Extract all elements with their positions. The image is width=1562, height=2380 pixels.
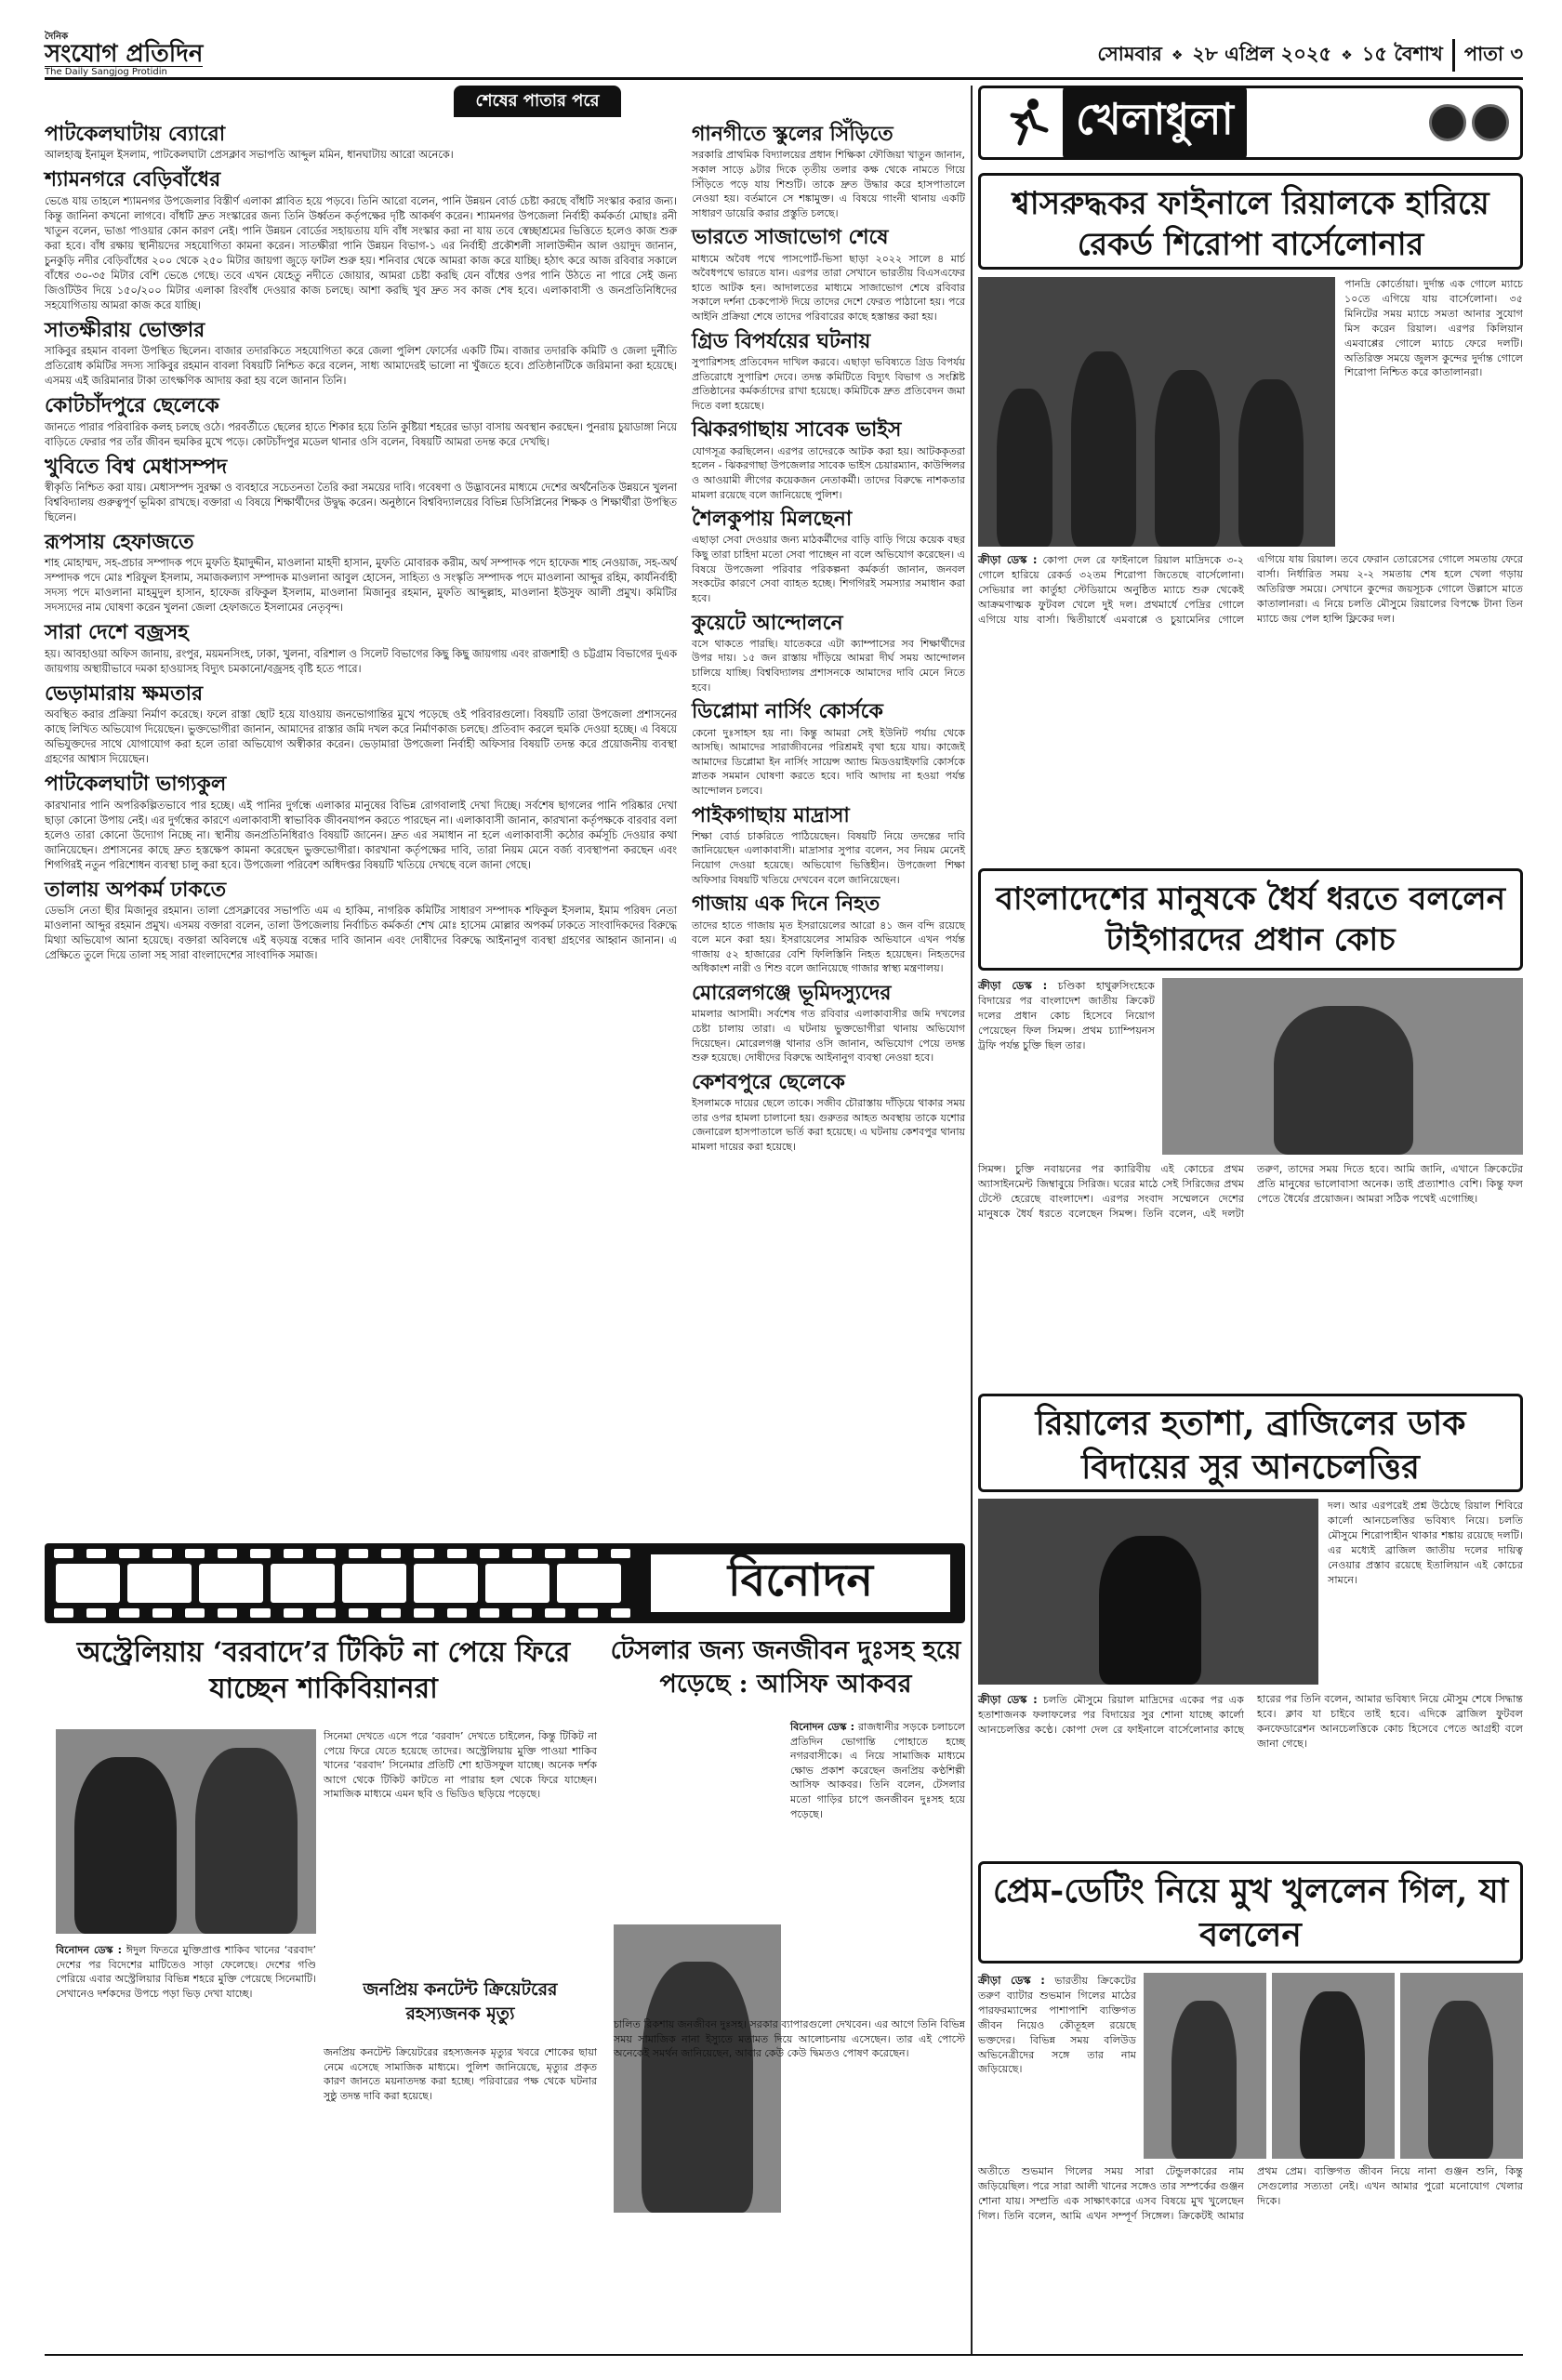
news-title: মোরেলগঞ্জে ভূমিদস্যুদের	[692, 981, 892, 1006]
news-title: গানগীতে স্কুলের সিঁড়িতে	[692, 122, 894, 146]
news-body: ভেঙে যায় তাহলে শ্যামনগর উপজেলার বিস্তীর্ণ এলাকা প্লাবিত হয়ে পড়বে। তিনি আরো বলেন, পানি উন্নয়ন বোর্ড চেষ্টা করছে বাঁধটি সংস্কার করার জন্য। কিন্তু জানিনা কখনো লাগবে। বাঁধটি দ্রুত সংস্কারের জন্য তিনি উর্ধ্বতন কর্তৃপক্ষের দৃষ্টি আকর্ষণ করেন। শ্যামনগর উপজেলা নির্বাহী কর্মকর্তা মোছাঃ রনী খাতুন বলেন, ভাঙা পাওয়ার কোন কারণ নেই। পানি উন্নয়ন বোর্ডের সহায়তায় যদি বাঁধ সংস্কার করা না যায় তবে স্বেচ্ছাশ্রমের ভিত্তিতে হলেও কাজ শুরু করা হবে। বাঁধ রক্ষায় স্থানীয়দের সহযোগিতা কামনা করেন। সাতক্ষীরা পানি উন্নয়ন বিভাগ-১ এর নির্বাহী প্রকৌশলী সালাউদ্দীন আল ওয়াদুদ জানান, চুনকুড়ি নদীর বেড়িবাঁধের ২০০ থেকে ২৫০ মিটার জায়গা জুড়ে ফাটল শুরু হয়। শনিবার থেকে আমরা কাজ করে যাচ্ছি। হঠাৎ করে আজ রবিবার সকালে বাঁধের ৩০-৩৫ মিটার বেশি ভেঙে গেছে। তবে এখন যেহেতু নদীতে জোয়ার, আমরা চেষ্টা করছি যেন বাঁধের ওপর পানি উঠতে না পারে সেই জন্য জিওটিউব দিয়ে ১৫০/২০০ মিটার এলাকা রিংবাঁধ দেওয়ার কাজ চলছে। আশা করছি খুব দ্রুত সব কাজ শেষ হবে। এলাকাবাসী ও জনপ্রতিনিধিদের সহযোগিতায় আমরা কাজ করে যাচ্ছি।	[45, 194, 677, 311]
sports-banner	[978, 86, 1523, 160]
news-title: পাটকেলঘাটায় ব্যোরো	[45, 122, 226, 146]
news-item	[692, 418, 965, 502]
news-body: আলহাজ্ব ইনামুল ইসলাম, পাটকেলঘাটা প্রেসক্লাব সভাপতি আব্দুল মমিন, ধানঘাটায় আরো অনেকে।	[45, 149, 454, 162]
news-item	[692, 226, 965, 324]
sports-balls-icon	[1429, 104, 1520, 141]
barcelona-celebration-photo	[978, 277, 1335, 547]
story-text: পানদ্রি কোর্তোয়া। দুর্দান্ত এক গোলে ম্যাচে ১০তে এগিয়ে যায় বার্সেলোনা। ৩৫ মিনিটের সময় ম্যাচে সমতা আনার সুযোগ মিস করেন রিয়াল। এরপর কিলিয়ান এমবাপ্পের গোলে ম্যাচে ফেরে দলটি। অতিরিক্ত সময়ে জুলস কুন্দের দুর্দান্ত গোলে শিরোপা নিশ্চিত করে কাতালানরা।	[1344, 278, 1523, 379]
date-english: ২৮ এপ্রিল ২০২৫	[1192, 43, 1332, 65]
news-title: পাটকেলঘাটা ভাগ্যকুল	[45, 772, 227, 797]
news-item	[692, 612, 965, 695]
news-body: এছাড়া সেবা দেওয়ার জন্য মাঠকর্মীদের বাড়ি বাড়ি গিয়ে কয়েক বছর কিছু তারা চাহিদা মতো সেবা পাচ্ছেন না বলে অভিযোগ করেছেন। এ বিষয়ে উপজেলা পরিবার পরিকল্পনা কর্মকর্তা জানান, জনবল সংকটের কারণে সেবা ব্যাহত হচ্ছে। শিগগিরই সমস্যার সমাধান করা হবে।	[692, 534, 965, 604]
news-title: শ্যামনগরে বেড়িবাঁধের	[45, 167, 221, 192]
headline-simmons: বাংলাদেশের মানুষকে ধৈর্য ধরতে বললেন টাইগারদের প্রধান কোচ	[978, 868, 1523, 971]
news-title: গাজায় এক দিনে নিহত	[692, 892, 880, 917]
news-body: যোগসূত্র করছিলেন। এরপর তাদেরকে আটক করা হয়। আটককৃতরা হলেন - ঝিকরগাছা উপজেলার সাবেক ভাইস চেয়ারম্যান, কাউন্সিলর ও আওয়ামী লীগের কয়েকজন নেতাকর্মী। তাদের বিরুদ্ধে নাশকতার মামলা রয়েছে বলে জানিয়েছে পুলিশ।	[692, 444, 965, 501]
story-shakib-body	[324, 1729, 597, 1802]
runner-icon	[998, 95, 1053, 151]
subheadline-content-creator: জনপ্রিয় কনটেন্ট ক্রিয়েটরের রহস্যজনক মৃত্যু	[363, 1979, 558, 2024]
news-item	[45, 879, 677, 963]
person-photo	[1144, 1973, 1266, 2159]
film-frames	[56, 1564, 621, 1603]
news-body: স্বীকৃতি নিশ্চিত করা যায়। মেধাসম্পদ সুরক্ষা ও ব্যবহারে সচেতনতা তৈরি করা সময়ের দাবি। গবেষণা ও উদ্ভাবনের মাধ্যমে দেশের অর্থনৈতিক উন্নয়নে খুলনা বিশ্ববিদ্যালয় গুরুত্বপূর্ণ ভূমিকা রাখছে। বক্তারা এ বিষয়ে শিক্ষার্থীদের উদ্বুদ্ধ করেন। অনুষ্ঠানে বিশ্ববিদ্যালয়ের বিভিন্ন ডিসিপ্লিনের শিক্ষক ও শিক্ষার্থীরা উপস্থিত ছিলেন।	[45, 481, 677, 523]
news-body: সরকারি প্রাথমিক বিদ্যালয়ের প্রধান শিক্ষিকা ফৌজিয়া খাতুন জানান, সকাল সাড়ে ৯টার দিকে তৃতীয় তলার কক্ষ থেকে নামতে গিয়ে সিঁড়িতে পড়ে যায় শিশুটি। তাকে দ্রুত উদ্ধার করে হাসপাতালে নেওয়া হয়। বর্তমানে সে শঙ্কামুক্ত। এ বিষয়ে গাংনী থানায় একটি সাধারণ ডায়েরি করার প্রস্তুতি চলছে।	[692, 149, 965, 219]
separator-icon: ❖	[1341, 47, 1353, 63]
separator-icon: ❖	[1171, 47, 1184, 63]
desk-tag: ক্রীড়া ডেস্ক :	[978, 1693, 1038, 1706]
story-ancelotti-body-2	[978, 1692, 1523, 1752]
page-number: পাতা ৩	[1452, 39, 1523, 72]
story-text: অতীতে শুভমান গিলের সময় সারা টেন্ডুলকারের নাম জড়িয়েছিল। পরে সারা আলী খানের সঙ্গেও তার সম্পর্কের গুঞ্জন শোনা যায়। সম্প্রতি এক সাক্ষাৎকারে এসব বিষয়ে মুখ খুলেছেন গিল। তিনি বলেন, আমি এখন সম্পূর্ণ সিঙ্গেল। ক্রিকেটই আমার প্রথম প্রেম। ব্যক্তিগত জীবন নিয়ে নানা গুঞ্জন শুনি, কিন্তু সেগুলোর সত্যতা নেই। এখন আমার পুরো মনোযোগ খেলার দিকে।	[978, 2165, 1523, 2222]
person-photo	[1272, 1973, 1395, 2159]
ancelotti-photo	[978, 1499, 1318, 1685]
news-title: রূপসায় হেফাজতে	[45, 530, 194, 555]
day: সোমবার	[1097, 43, 1162, 65]
desk-tag: বিনোদন ডেস্ক :	[790, 1721, 855, 1733]
film-holes	[54, 1549, 630, 1558]
news-item	[45, 123, 677, 163]
story-content-creator-body	[324, 2045, 597, 2103]
story-text: জনপ্রিয় কনটেন্ট ক্রিয়েটরের রহস্যজনক মৃত্যুর খবরে শোকের ছায়া নেমে এসেছে সামাজিক মাধ্যমে। পুলিশ জানিয়েছে, মৃত্যুর প্রকৃত কারণ জানতে ময়নাতদন্ত করা হচ্ছে। পরিবারের পক্ষ থেকে ঘটনার সুষ্ঠু তদন্ত দাবি করা হয়েছে।	[324, 2046, 597, 2102]
desk-tag: ক্রীড়া ডেস্ক :	[978, 979, 1048, 992]
news-item	[45, 682, 677, 767]
news-title: ভেড়ামারায় ক্ষমতার	[45, 681, 204, 706]
news-body: সাকিবুর রহমান বাবলা উপস্থিত ছিলেন। বাজার তদারকিতে সহযোগিতা করে জেলা পুলিশ ফোর্সের একটি টিম। বাজার তদারকি কমিটি ও জেলা দুর্নীতি প্রতিরোধ কমিটির সদস্য সাকিবুর রহমান বাবলা বিষয়টি নিশ্চিত করে বলেন, সাধ্য আমাদেরই ভালো না খুঁজতে হবে। প্রতিষ্ঠানটিকে জরিমানা করা হয়েছে। এসময় এই জরিমানার টাকা তাৎক্ষণিক আদায় করা হয় বলে জানান তিনি।	[45, 345, 677, 388]
news-item	[45, 456, 677, 525]
news-column-b	[692, 123, 965, 1160]
story-simmons-body-2	[978, 1162, 1523, 1222]
column-divider	[971, 86, 973, 2354]
story-shakib-body-2	[56, 1943, 316, 2001]
news-item	[692, 804, 965, 888]
news-body: ডেভসি নেতা ছীর মিজানুর রহমান। তালা প্রেসক্লাবের সভাপতি এম এ হাকিম, নাগরিক কমিটির সাধারণ সম্পাদক শফিকুল ইসলাম, ইমাম পরিষদ নেতা মাওলানা আব্দুর রহমান প্রমুখ। এসময় বক্তারা বলেন, তালা উপজেলায় নির্বাচিত কর্মকর্তা শেখ মোঃ হাসেম মোল্লার অপকর্ম ঢাকতে সাংবাদিকদের বিরুদ্ধে মিথ্যা অভিযোগ আনা হয়েছে। বক্তারা অবিলম্বে এই ষড়যন্ত্র বন্ধের দাবি জানান এবং দোষীদের বিরুদ্ধে আইনানুগ ব্যবস্থা গ্রহণের আহ্বান জানান। এ প্রেক্ষিতে তুলে দিয়ে তালা সহ সারা বাংলাদেশের সাংবাদিক সমাজ।	[45, 904, 677, 962]
news-title: গ্রিড বিপর্যয়ের ঘটনায়	[692, 328, 871, 353]
story-gill-body	[978, 1973, 1136, 2077]
news-title: কেশবপুরে ছেলেকে	[692, 1069, 845, 1094]
entertainment-title: বিনোদন	[647, 1551, 954, 1616]
news-item	[692, 700, 965, 798]
news-item	[692, 123, 965, 220]
news-item	[692, 892, 965, 976]
section-tab: শেষের পাতার পরে	[454, 86, 621, 117]
story-text: সিনেমা দেখতে এসে পরে ‘বরবাদ’ দেখতে চাইলেন, কিন্তু টিকিট না পেয়ে ফিরে যেতে হয়েছে তাদের। অস্ট্রেলিয়ায় মুক্তি পাওয়া শাকিব খানের ‘বরবাদ’ সিনেমার প্রতিটি শো হাউসফুল যাচ্ছে। অনেক দর্শক আগে থেকে টিকিট কাটতে না পারায় হল থেকে ফিরে যাচ্ছেন। সামাজিক মাধ্যমে এমন ছবি ও ভিডিও ছড়িয়ে পড়েছে।	[324, 1730, 597, 1801]
news-body: ইসলামকে দায়ের ছেলে তাকে। সজীব চৌরাস্তায় দাঁড়িয়ে থাকার সময় তার ওপর হামলা চালানো হয়। গুরুতর আহত অবস্থায় তাকে যশোর জেনারেল হাসপাতালে ভর্তি করা হয়েছে। এ ঘটনায় কেশবপুর থানায় মামলা দায়ের করা হয়েছে।	[692, 1097, 965, 1153]
news-title: সাতক্ষীরায় ভোক্তার	[45, 317, 205, 342]
news-body: শাহ মোহাম্মদ, সহ-প্রচার সম্পাদক পদে মুফতি ইমাদুদ্দীন, মাওলানা মাহদী হাসান, মুফতি মোবারক করীম, অর্থ সম্পাদক পদে হাফেজ শাহ নেওয়াজ, সহ-অর্থ সম্পাদক পদে মোঃ শরিফুল ইসলাম, সমাজকল্যাণ সম্পাদক মাওলানা আবুল হোসেন, সাহিত্য ও সংস্কৃতি সম্পাদক পদে মাওলানা আব্দুর রহিম, কার্যনির্বাহী সদস্য পদে মাওলানা মাহমুদুল হাসান, হাফেজ রফিকুল ইসলাম, মাওলানা মিজানুর রহমান, মুফতি আব্দুল্লাহ, মাওলানা ইউসুফ আলী প্রমুখ। কমিটির সদস্যদের নাম ঘোষণা করেন খুলনা জেলা হেফাজতে ইসলামের নেতৃবৃন্দ।	[45, 557, 677, 615]
masthead	[45, 32, 1523, 80]
story-barcelona-body-2	[978, 552, 1523, 628]
desk-tag: ক্রীড়া ডেস্ক :	[978, 553, 1038, 566]
headline-shakib: অস্ট্রেলিয়ায় ‘বরবাদে’র টিকিট না পেয়ে ফিরে যাচ্ছেন শাকিবিয়ানরা	[76, 1636, 571, 1705]
story-text: চলতি মৌসুমে রিয়াল মাদ্রিদের একের পর এক হতাশাজনক ফলাফলের পর বিদায়ের সুর শোনা যাচ্ছে কার্লো আনচেলত্তির কণ্ঠে। কোপা দেল রে ফাইনালে বার্সেলোনার কাছে হারের পর তিনি বলেন, আমার ভবিষ্যৎ নিয়ে মৌসুম শেষে সিদ্ধান্ত হবে। ক্লাব যা চাইবে তাই হবে। এদিকে ব্রাজিল ফুটবল কনফেডারেশন আনচেলত্তিকে কোচ হিসেবে পেতে আগ্রহী বলে জানা গেছে।	[978, 1693, 1523, 1750]
bottom-rule	[45, 2354, 1523, 2356]
news-body: কারখানার পানি অপরিকল্পিতভাবে পার হচ্ছে। এই পানির দুর্গন্ধে এলাকার মানুষের বিভিন্ন রোগবালাই দেখা দিচ্ছে। সর্বশেষ ছাগলের পানি পরিষ্কার দেখা ছাড়া কোনো উপায় নেই। এর দুর্গন্ধের কারণে এলাকাবাসী স্বাভাবিক জীবনযাপন করতে পারছেন না। এলাকাবাসী জানান, কারখানা কর্তৃপক্ষকে বারবার বলা হলেও তারা কোনো উদ্যোগ নিচ্ছে না। স্থানীয় জনপ্রতিনিধিরাও বিষয়টি জানেন। দ্রুত এর সমাধান না হলে এলাকাবাসী কঠোর কর্মসূচি দেওয়ার কথা জানিয়েছেন। প্রশাসনের কাছে দ্রুত হস্তক্ষেপ কামনা করেছেন ভুক্তভোগীরা। কারখানা কর্তৃপক্ষের দাবি, তারা নিয়ম মেনে বর্জ্য ব্যবস্থাপনা করছেন এবং শিগগিরই নতুন পরিশোধন ব্যবস্থা চালু করা হবে। উপজেলা পরিবেশ অধিদপ্তর বিষয়টি খতিয়ে দেখছে বলে জানা গেছে।	[45, 799, 677, 871]
news-body: তাদের হাতে গাজায় মৃত ইসরায়েলের আরো ৪১ জন বন্দি রয়েছে বলে মনে করা হয়। ইসরায়েলের সামরিক অভিযানে এখন পর্যন্ত গাজায় ৫২ হাজারের বেশি ফিলিস্তিনি নিহত হয়েছেন। নিহতদের অধিকাংশ নারী ও শিশু বলে জানিয়েছে গাজার স্বাস্থ্য মন্ত্রণালয়।	[692, 919, 965, 975]
news-item	[692, 508, 965, 605]
story-text: ভারতীয় ক্রিকেটের তরুণ ব্যাটার শুভমান গিলের মাঠের পারফরম্যান্সের পাশাপাশি ব্যক্তিগত জীবন নিয়েও কৌতূহল রয়েছে ভক্তদের। বিভিন্ন সময় বলিউড অভিনেত্রীদের সঙ্গে তার নাম জড়িয়েছে।	[978, 1975, 1136, 2076]
story-gill-body-2	[978, 2164, 1523, 2224]
date-bengali: ১৫ বৈশাখ	[1361, 43, 1443, 65]
story-text: দল। আর এরপরেই প্রশ্ন উঠেছে রিয়াল শিবিরে কার্লো আনচেলত্তির ভবিষ্যৎ নিয়ে। চলতি মৌসুমে শিরোপাহীন থাকার শঙ্কায় রয়েছে দলটি। এর মধ্যেই ব্রাজিল জাতীয় দলের দায়িত্ব নেওয়ার প্রস্তাব রয়েছে ইতালিয়ান এই কোচের সামনে।	[1328, 1500, 1523, 1586]
news-item	[45, 773, 677, 872]
simmons-press-photo	[1162, 978, 1523, 1155]
news-title: তালায় অপকর্ম ঢাকতে	[45, 877, 227, 902]
story-asif-body	[790, 1720, 965, 1821]
story-barcelona-body	[1344, 277, 1523, 380]
story-text: কোপা দেল রে ফাইনালে রিয়াল মাদ্রিদকে ৩-২ গোলে হারিয়ে রেকর্ড ৩২তম শিরোপা জিতেছে বার্সেলোনা। সেভিয়ার লা কার্তুহা স্টেডিয়ামে অনুষ্ঠিত ম্যাচে শুরু থেকেই আক্রমণাত্মক ফুটবল খেলে দুই দল। প্রথমার্ধে পেদ্রির গোলে এগিয়ে যায় বার্সা। দ্বিতীয়ার্ধে এমবাপ্পে ও চুয়ামেনির গোলে এগিয়ে যায় রিয়াল। তবে ফেরান তোরেসের গোলে সমতায় ফেরে বার্সা। নির্ধারিত সময় ২-২ সমতায় শেষ হলে খেলা গড়ায় অতিরিক্ত সময়ে। সেখানে কুন্দের জয়সূচক গোলে উল্লাসে মাতে কাতালানরা। এ নিয়ে চলতি মৌসুমে রিয়ালের বিপক্ষে টানা তিন ম্যাচে জয় পেল হান্সি ফ্লিকের দল।	[978, 553, 1523, 626]
desk-tag: বিনোদন ডেস্ক :	[56, 1944, 123, 1956]
news-body: অবস্থিত করার প্রক্রিয়া নির্মাণ করেছে। ফলে রাস্তা ছোট হয়ে যাওয়ায় জনভোগান্তির মুখে পড়েছে ওই পরিবারগুলো। বিষয়টি তারা উপজেলা প্রশাসনের কাছে লিখিত অভিযোগ দিয়েছেন। ভুক্তভোগীরা জানান, আমাদের রাস্তার জমি দখল করে নির্মাণকাজ চলছে। প্রতিবাদ করলে হুমকি দেওয়া হচ্ছে। এ বিষয়ে অভিযুক্তদের সাথে যোগাযোগ করা হলে তারা অভিযোগ অস্বীকার করেন। ভেড়ামারা উপজেলা নির্বাহী অফিসার বিষয়টি তদন্ত করে প্রয়োজনীয় ব্যবস্থা গ্রহণের আশ্বাস দিয়েছেন।	[45, 708, 677, 766]
news-item	[45, 621, 677, 676]
gill-photo-strip	[1144, 1973, 1523, 2159]
newspaper-logo	[45, 33, 203, 77]
news-title: শৈলকুপায় মিলছেনা	[692, 507, 853, 532]
desk-tag: ক্রীড়া ডেস্ক :	[978, 1974, 1045, 1987]
news-body: কেনো দুঃসাহস হয় না। কিন্তু আমরা সেই ইউনিট পর্যায় থেকে আসছি। আমাদের সারাজীবনের পরিশ্রমই বৃথা হয়ে যায়। কাজেই আমাদের ডিপ্লোমা ইন নার্সিং সায়েন্স অ্যান্ড মিডওয়াইফারি কোর্সকে স্নাতক সমমান ঘোষণা করতে হবে। দাবি আদায় না হওয়া পর্যন্ত আন্দোলন চলবে।	[692, 726, 965, 797]
story-text: চালিত রিকশায় জনজীবন দুঃসহ। সরকার ব্যাপারগুলো দেখবেন। এর আগে তিনি বিভিন্ন সময় সামাজিক নানা ইস্যুতে মতামত দিয়ে আলোচনায় এসেছেন। তার এই পোস্টে অনেকেই সমর্থন জানিয়েছেন, আবার কেউ কেউ দ্বিমতও পোষণ করেছেন।	[614, 2018, 965, 2060]
news-body: সুপারিশসহ প্রতিবেদন দাখিল করবে। এছাড়া ভবিষ্যতে গ্রিড বিপর্যয় প্রতিরোধে সুপারিশ দেবে। তদন্ত কমিটিতে বিদ্যুৎ বিভাগ ও সংশ্লিষ্ট প্রতিষ্ঠানের কর্মকর্তাদের রাখা হয়েছে। কমিটিকে দ্রুত প্রতিবেদন জমা দিতে বলা হয়েছে।	[692, 355, 965, 412]
story-text: চণ্ডিকা হাথুরুসিংহেকে বিদায়ের পর বাংলাদেশ জাতীয় ক্রিকেট দলের প্রধান কোচ হিসেবে নিয়োগ পেয়েছেন ফিল সিমন্স। প্রথম চ্যাম্পিয়নস ট্রফি পর্যন্ত চুক্তি ছিল তার।	[978, 980, 1155, 1051]
sports-title: খেলাধুলা	[1063, 86, 1247, 160]
news-body: শিক্ষা বোর্ড চাকরিতে পাঠিয়েছেন। বিষয়টি নিয়ে তদন্তের দাবি জানিয়েছেন এলাকাবাসী। মাদ্রাসার সুপার বলেন, সব নিয়ম মেনেই নিয়োগ দেওয়া হয়েছে। অভিযোগ ভিত্তিহীন। উপজেলা শিক্ষা অফিসার বিষয়টি খতিয়ে দেখবেন বলে জানিয়েছেন।	[692, 829, 965, 886]
story-text: ঈদুল ফিতরে মুক্তিপ্রাপ্ত শাকিব খানের ‘বরবাদ’ দেশের পর বিদেশের মাটিতেও সাড়া ফেলেছে। দেশের গণ্ডি পেরিয়ে এবার অস্ট্রেলিয়ার বিভিন্ন শহরে মুক্তি পেয়েছে সিনেমাটি। সেখানেও দর্শকদের উপচে পড়া ভিড় দেখা যাচ্ছে।	[56, 1944, 316, 2000]
news-title: কুয়েটে আন্দোলনে	[692, 610, 843, 635]
news-item	[45, 168, 677, 313]
news-title: ঝিকরগাছায় সাবেক ভাইস	[692, 417, 902, 443]
news-item	[692, 330, 965, 414]
story-text: সিমন্স। চুক্তি নবায়নের পর ক্যারিবীয় এই কোচের প্রথম অ্যাসাইনমেন্ট জিম্বাবুয়ে সিরিজ। ঘরের মাঠে সেই সিরিজের প্রথম টেস্টে হেরেছে বাংলাদেশ। এরপর সংবাদ সম্মেলনে দেশের মানুষকে ধৈর্য ধরতে বলেছেন সিমন্স। তিনি বলেন, এই দলটা তরুণ, তাদের সময় দিতে হবে। আমি জানি, এখানে ক্রিকেটের প্রতি মানুষের ভালোবাসা অনেক। তাই প্রত্যাশাও বেশি। কিন্তু ফল পেতে ধৈর্যের প্রয়োজন। আমরা সঠিক পথেই এগোচ্ছি।	[978, 1163, 1523, 1220]
headline-barcelona: শ্বাসরুদ্ধকর ফাইনালে রিয়ালকে হারিয়ে রেকর্ড শিরোপা বার্সেলোনার	[978, 173, 1523, 270]
news-body: হয়। আবহাওয়া অফিস জানায়, রংপুর, ময়মনসিংহ, ঢাকা, খুলনা, বরিশাল ও সিলেট বিভাগের কিছু কিছু জায়গায় এবং রাজশাহী ও চট্টগ্রাম বিভাগের দুএক জায়গায় অস্থায়ীভাবে দমকা হাওয়াসহ বিদ্যুৎ চমকানো/বজ্রসহ বৃষ্টি হতে পারে।	[45, 647, 677, 675]
news-body: জানতে পারার পরিবারিক কলহ চলছে ওঠে। পরবর্তীতে ছেলের হাতে শিকার হয়ে তিনি কুষ্টিয়া শহরের ভাড়া বাসায় অবস্থান করছেন। পুনরায় চুয়াডাঙ্গা নিয়ে বাড়িতে ফেরার পর তাঁর জীবন হুমকির মুখে পড়ে। কোটচাঁদপুর মডেল থানার ওসি বলেন, বিষয়টি আমরা তদন্ত করে দেখছি।	[45, 420, 677, 448]
logo-english: The Daily Sangjog Protidin	[45, 66, 203, 77]
news-title: খুবিতে বিশ্ব মেধাসম্পদ	[45, 454, 228, 479]
news-item	[45, 394, 677, 449]
asif-akbar-photo	[614, 1924, 781, 2213]
news-title: ডিপ্লোমা নার্সিং কোর্সকে	[692, 699, 883, 724]
story-text: রাজধানীর সড়কে চলাচলে প্রতিদিন ভোগান্তি পোহাতে হচ্ছে নগরবাসীকে। এ নিয়ে সামাজিক মাধ্যমে ক্ষোভ প্রকাশ করেছেন জনপ্রিয় কণ্ঠশিল্পী আসিফ আকবর। তিনি বলেন, টেসলার মতো গাড়ির চাপে জনজীবন দুঃসহ হয়ে পড়েছে।	[790, 1721, 965, 1820]
news-title: ভারতে সাজাভোগ শেষে	[692, 225, 889, 250]
news-item	[45, 531, 677, 615]
news-title: সারা দেশে বজ্রসহ	[45, 620, 189, 645]
headline-asif-akbar: টেসলার জন্য জনজীবন দুঃসহ হয়ে পড়েছে : আসিফ আকবর	[610, 1636, 961, 1699]
story-asif-body-2	[614, 2017, 965, 2061]
dateline	[1097, 39, 1523, 77]
news-column-a	[45, 123, 677, 969]
entertainment-banner	[45, 1543, 965, 1623]
news-item	[692, 1071, 965, 1155]
headline-gill: প্রেম-ডেটিং নিয়ে মুখ খুললেন গিল, যা বললেন	[978, 1861, 1523, 1964]
news-title: কোটচাঁদপুরে ছেলেকে	[45, 393, 219, 418]
headline-ancelotti: রিয়ালের হতাশা, ব্রাজিলের ডাক বিদায়ের সুর আনচেলত্তির	[978, 1394, 1523, 1492]
logo-name: সংযোগ প্রতিদিন	[45, 40, 204, 68]
film-holes	[54, 1608, 630, 1618]
person-photo	[1400, 1973, 1523, 2159]
news-body: বসে থাকতে পারছি। যাতেকরে এটা ক্যাম্পাসের সব শিক্ষার্থীদের উপর দায়। ১৫ জন রাস্তায় দাঁড়িয়ে আমরা দীর্ঘ সময় আন্দোলন চালিয়ে যাচ্ছি। বিশ্ববিদ্যালয় প্রশাসনকে আমাদের দাবি মেনে নিতে হবে।	[692, 637, 965, 694]
news-item	[692, 982, 965, 1065]
logo-daily: দৈনিক	[45, 32, 69, 42]
news-body: মামলার আসামী। সর্বশেষ গত রবিবার এলাকাবাসীর জমি দখলের চেষ্টা চালায় তারা। এ ঘটনায় ভুক্তভোগীরা থানায় অভিযোগ দিয়েছেন। মোরেলগঞ্জ থানার ওসি জানান, অভিযোগ পেয়ে তদন্ত শুরু হয়েছে। দোষীদের বিরুদ্ধে আইনানুগ ব্যবস্থা নেওয়া হবে।	[692, 1008, 965, 1064]
story-simmons-body	[978, 978, 1155, 1053]
shakib-movie-photo	[56, 1729, 316, 1934]
news-title: পাইকগাছায় মাদ্রাসা	[692, 802, 850, 827]
news-item	[45, 319, 677, 389]
story-ancelotti-body	[1328, 1499, 1523, 1587]
news-body: মাধ্যমে অবৈধ পথে পাসপোর্ট-ভিসা ছাড়া ২০২২ সালে ৪ মার্চ অবৈধপথে ভারতে যান। এরপর তারা সেখানে ভারতীয় বিএসএফের হাতে আটক হন। আদালতের মাধ্যমে সাজাভোগ শেষে রবিবার সকালে দর্শনা চেকপোস্ট দিয়ে তাদের দেশে ফেরত পাঠানো হয়। পরে আইনি প্রক্রিয়া শেষে তাদের পরিবারের কাছে হস্তান্তর করা হয়।	[692, 252, 965, 324]
